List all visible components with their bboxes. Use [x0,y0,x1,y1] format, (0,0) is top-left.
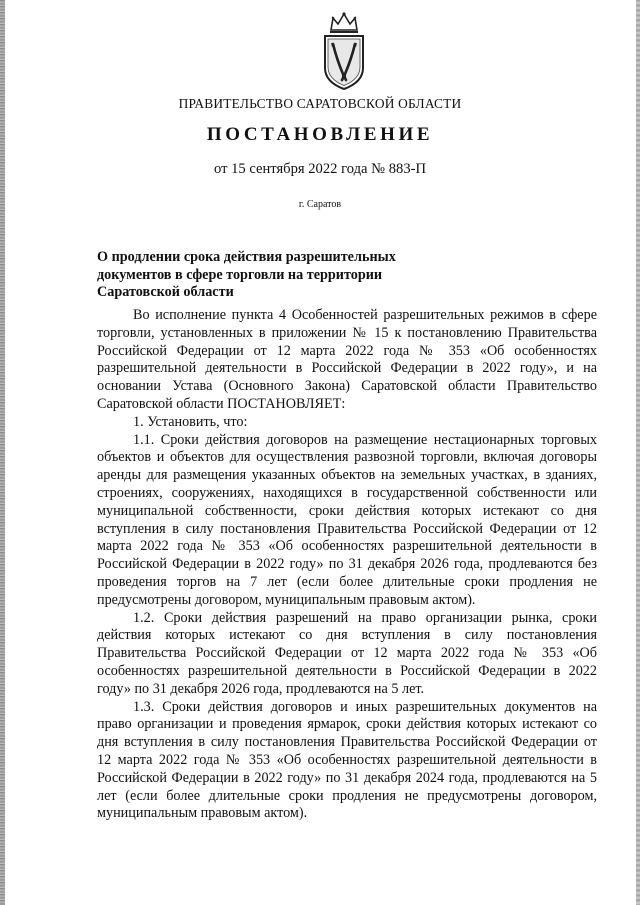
document-type: ПОСТАНОВЛЕНИЕ [206,124,434,145]
paragraph-item-1-3: 1.3. Сроки действия договоров и иных разрешительных документов на право организации и проведения ярмарок, сроки действия которых истекают со дня вступления в силу постановления Правительства Российской Федерации от 12 марта 2022 года № 353 «Об особенностях разрешительной деятельности в Российской Федерации в 2022 году» по 31 декабря 2024 года, продлеваются на 5 лет (если более длительные сроки продления не предусмотрены договором, муниципальным правовым актом). [97,698,597,822]
organization-name: ПРАВИТЕЛЬСТВО САРАТОВСКОЙ ОБЛАСТИ [178,96,462,111]
paragraph-preamble: Во исполнение пункта 4 Особенностей разрешительных режимов в сфере торговли, установленных в приложении № 15 к постановлению Правительства Российской Федерации от 12 марта 2022 года № 353 «Об особенностях разрешительной деятельности в Российской Федерации в 2022 году», и на основании Устава (Основного Закона) Саратовской области Правительство Саратовской области ПОСТАНОВЛЯЕТ: [97,307,597,412]
paragraph-item-1: 1. Установить, что: [133,413,248,430]
paragraph-item-1-1: 1.1. Сроки действия договоров на размещение нестационарных торговых объектов и объектов для осуществления развозной торговли, включая договоры аренды для размещения указанных объектов на земельных участках, в зданиях, строениях, сооружениях, находящихся в государственной собственности или муниципальной собственности, сроки действия которых истекают со дня вступления в силу постановления Правительства Российской Федерации от 12 марта 2022 года № 353 «Об особенностях разрешительной деятельности в Российской Федерации в 2022 году» по 31 декабря 2026 года, продлеваются без проведения торгов на 7 лет (если более длительные сроки продления не предусмотрены договором, муниципальным правовым актом). [97,431,597,608]
document-city: г. Саратов [298,199,342,210]
saratov-coat-of-arms-icon [319,10,369,92]
paragraph-item-1-2: 1.2. Сроки действия разрешений на право организации рынка, сроки действия которых истекают со дня вступления в силу постановления Правительства Российской Федерации от 12 марта 2022 года № 353 «Об особенностях разрешительной деятельности в Российской Федерации в 2022 году» по 31 декабря 2026 года, продлеваются на 5 лет. [97,609,597,697]
document-title: О продлении срока действия разрешительных документов в сфере торговли на территории Саратовской области [97,249,396,300]
document-body [97,307,597,823]
document-date-number: от 15 сентября 2022 года № 883-П [213,161,427,177]
